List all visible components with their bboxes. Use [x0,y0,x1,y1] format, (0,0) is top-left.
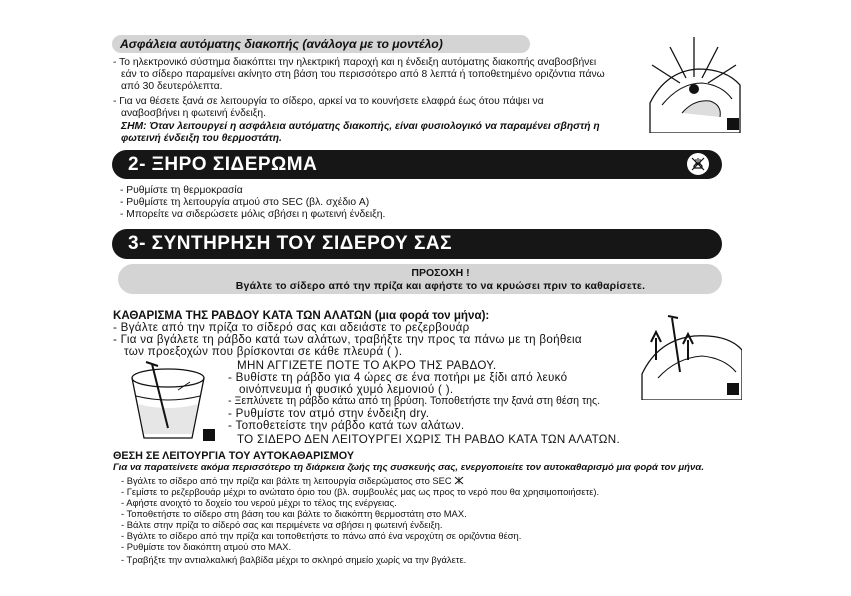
rod-cleaning-line: - Βγάλτε από την πρίζα το σίδερό σας και αδειάστε το ρεζερβουάρ [113,321,470,334]
rod-cleaning-heading: ΚΑΘΑΡΙΣΜΑ ΤΗΣ ΡΑΒΔΟΥ ΚΑΤΑ ΤΩΝ ΑΛΑΤΩΝ (μια φορά τον μήνα): [113,309,490,322]
rod-cleaning-line: - Για να βγάλετε τη ράβδο κατά των αλάτων, τραβήξτε την προς τα πάνω με τη βοήθεια [113,333,582,346]
maintenance-title: 3- ΣΥΝΤΗΡΗΣΗ ΤΟΥ ΣΙΔΕΡΟΥ ΣΑΣ [128,233,452,254]
rod-cleaning-line: των προεξοχών που βρίσκονται σε κάθε πλευρά ( ). [124,345,403,358]
auto-shutoff-line: - Για να θέσετε ξανά σε λειτουργία το σίδερο, αρκεί να το κουνήσετε ελαφρά έως ότου πάψει να [113,96,544,107]
no-steam-icon [687,153,709,175]
auto-shutoff-line: αναβοσβήνει η φωτεινή ένδειξη. [121,108,266,119]
caution-text: Βγάλτε το σίδερο από την πρίζα και αφήστε το να κρυώσει πριν το καθαρίσετε. [235,280,646,292]
self-clean-step: - Τοποθετήστε το σίδερο στη βάση του και βάλτε το διακόπτη θερμοστάτη στο MAX. [121,508,467,519]
self-clean-step [121,475,464,486]
rod-step: - Ρυθμίστε τον ατμό στην ένδειξη dry. [228,407,430,420]
figure-marker [203,429,215,441]
rod-step: οινόπνευμα ή φυσικό χυμό λεμονιού ( ). [239,383,454,396]
auto-shutoff-note: φωτεινή ένδειξη του θερμοστάτη. [121,133,282,144]
auto-shutoff-heading: Ασφάλεια αυτόματης διακοπής (ανάλογα με το μοντέλο) [120,37,443,51]
rod-warning: ΜΗΝ ΑΓΓΙΖΕΤΕ ΠΟΤΕ ΤΟ ΑΚΡΟ ΤΗΣ ΡΑΒΔΟΥ. [237,359,497,372]
self-clean-step: - Ρυθμίστε τον διακόπτη ατμού στο MAX. [121,541,292,552]
figure-marker [727,383,739,395]
rod-removal-illustration [632,304,742,400]
auto-shutoff-line: εάν το σίδερο παραμείνει ακίνητο στη βάση του περισσότερο από 8 λεπτά ή τοποθετημένο οριζόντια πάνω [121,69,605,80]
self-clean-step: - Βάλτε στην πρίζα το σίδερό σας και περιμένετε να σβήσει η φωτεινή ένδειξη. [121,519,443,530]
auto-shutoff-line: - Το ηλεκτρονικό σύστημα διακόπτει την ηλεκτρική παροχή και η ένδειξη αυτόματης διακοπής αναβοσβήνει [113,57,597,68]
figure-marker [727,118,739,130]
rod-step: - Βυθίστε τη ράβδο για 4 ώρες σε ένα ποτήρι με ξίδι από λευκό [228,371,568,384]
caution-title: ΠΡΟΣΟΧΗ ! [411,267,470,279]
self-clean-step: - Τραβήξτε την αντιαλκαλική βαλβίδα μέχρι το σκληρό σημείο χωρίς να την βγάλετε. [121,554,467,565]
self-clean-intro: Για να παρατείνετε ακόμα περισσότερο τη διάρκεια ζωής της συσκευής σας, ενεργοποιείτε τον αυτοκαθαρισμό μια φορά τον μήνα. [113,462,704,473]
self-clean-step-text: - Βγάλτε το σίδερο από την πρίζα και βάλτε τη λειτουργία σιδερώματος στο SEC [121,475,452,486]
rod-step: - Τοποθετείστε την ράβδο κατά των αλάτων. [228,419,465,432]
dry-ironing-title: 2- ΞΗΡΟ ΣΙΔΕΡΩΜΑ [128,154,318,175]
rod-final: ΤΟ ΣΙΔΕΡΟ ΔΕΝ ΛΕΙΤΟΥΡΓΕΙ ΧΩΡΙΣ ΤΗ ΡΑΒΔΟ ΚΑΤΑ ΤΩΝ ΑΛΑΤΩΝ. [237,433,620,446]
auto-shutoff-line: από 30 δευτερόλεπτα. [121,81,223,92]
self-clean-step: - Αφήστε ανοιχτό το δοχείο του νερού μέχρι το τέλος της ενέργειας. [121,497,397,508]
dry-ironing-item: - Μπορείτε να σιδερώσετε μόλις σβήσει η φωτεινή ένδειξη. [120,209,386,220]
no-steam-icon [454,476,464,485]
dry-ironing-item: - Ρυθμίστε τη λειτουργία ατμού στο SEC (βλ. σχέδιο A) [120,197,370,208]
flashing-iron-illustration [632,33,742,133]
auto-shutoff-note: ΣΗΜ: Όταν λειτουργεί η ασφάλεια αυτόματης διακοπής, είναι φυσιολογικό να παραμένει σβηστή η [121,121,600,132]
self-clean-heading: ΘΕΣΗ ΣΕ ΛΕΙΤΟΥΡΓΙΑ ΤΟΥ ΑΥΤΟΚΑΘΑΡΙΣΜΟΥ [113,450,355,462]
rod-step: - Ξεπλύνετε τη ράβδο κάτω από τη βρύση. Τοποθετήστε την ξανά στη θέση της. [228,395,601,407]
self-clean-step: - Γεμίστε το ρεζερβουάρ μέχρι το ανώτατο όριο του (βλ. συμβουλές μας ως προς το νερό που θα χρησιμοποιήσετε). [121,486,600,497]
dry-ironing-item: - Ρυθμίστε τη θερμοκρασία [120,185,243,196]
self-clean-step: - Βγάλτε το σίδερο από την πρίζα και τοποθετήστε το πάνω από ένα νεροχύτη σε οριζόντια θέση. [121,530,522,541]
